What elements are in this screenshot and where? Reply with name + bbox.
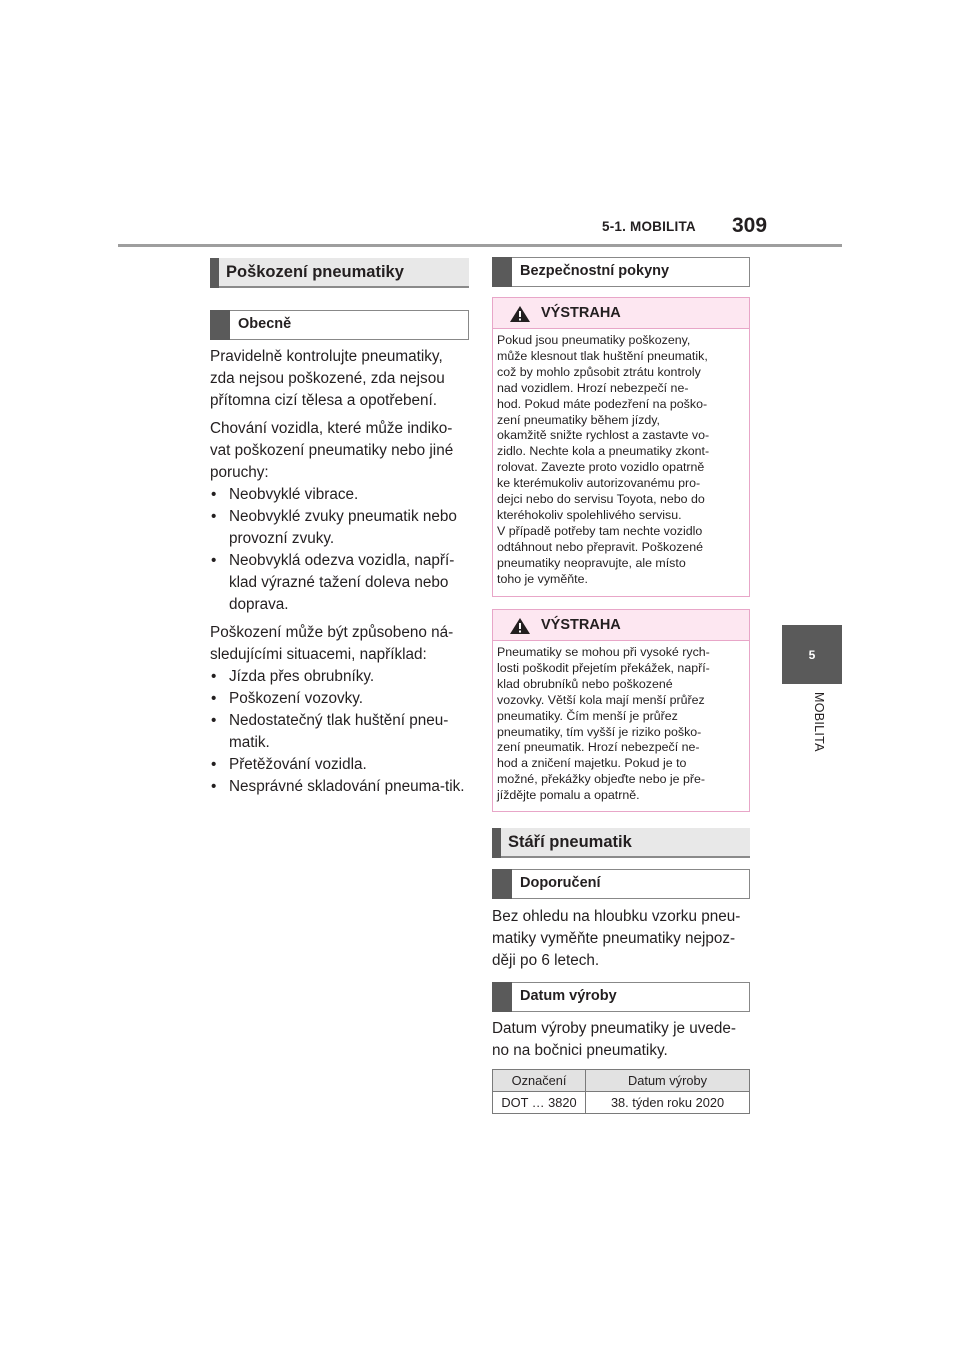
symptom-list xyxy=(210,484,468,616)
list-item: • Neobvyklé zvuky pneumatik nebo provozní zvuky. xyxy=(210,506,468,550)
paragraph: Poškození může být způsobeno ná-sledujícími situacemi, například: xyxy=(210,624,454,663)
subheading-recommendation xyxy=(492,869,750,899)
table-header-cell: Datum výroby xyxy=(586,1070,750,1092)
warning-header xyxy=(493,610,749,641)
list-item: • Neobvyklá odezva vozidla, napří-klad výrazné tažení doleva nebo doprava. xyxy=(210,550,468,616)
chapter-number: 5 xyxy=(808,647,816,662)
warning-text: Pokud jsou pneumatiky poškozeny, může klesnout tlak huštění pneumatik, což by mohlo způsobit ztrátu kontroly nad vozidlem. Hrozí nebezpečí ne- hod. Pokud máte podezření na poško- zení pneumatiky během jízdy, okamžitě snižte rychlost a zastavte vo- zidlo. Nechte kola a pneumatiky zkont- rolovat. Zavezte proto vozidlo opatrně ke kterémukoliv autorizovanému pro- dejci nebo do servisu Toyota, nebo do kteréhokoliv spolehlivého servisu. V případě potřeby tam nechte vozidlo odtáhnout nebo přepravit. Poškozené pneumatiky neopravujte, ale místo toho je vyměňte. xyxy=(497,333,710,586)
left-body xyxy=(210,346,468,804)
heading-bar xyxy=(210,258,219,288)
subheading-text: Datum výroby xyxy=(520,988,617,1004)
paragraph: Chování vozidla, které může indiko-vat poškození pneumatiky nebo jiné poruchy: xyxy=(210,420,454,481)
subheading-text: Obecně xyxy=(238,316,292,332)
subheading-bar xyxy=(492,257,512,287)
subheading-bar xyxy=(492,869,512,899)
subheading-general xyxy=(210,310,469,340)
warning-triangle-icon xyxy=(509,305,531,323)
paragraph: Datum výroby pneumatiky je uvede-no na bočnici pneumatiky. xyxy=(492,1020,737,1059)
warning-box xyxy=(492,609,750,812)
paragraph: Pravidelně kontrolujte pneumatiky, zda nejsou poškozené, zda nejsou přítomna cizí tělesa a opotřebení. xyxy=(210,348,445,409)
list-item: • Neobvyklé vibrace. xyxy=(210,484,468,506)
heading-tire-age xyxy=(492,828,750,858)
warning-title: VÝSTRAHA xyxy=(541,305,621,321)
subheading-text: Bezpečnostní pokyny xyxy=(520,263,670,279)
cause-list xyxy=(210,666,468,798)
header-divider xyxy=(118,244,842,247)
subheading-safety xyxy=(492,257,750,287)
subheading-text: Doporučení xyxy=(520,875,601,891)
heading-text: Stáří pneumatik xyxy=(508,833,632,851)
table-cell: 38. týden roku 2020 xyxy=(586,1092,750,1114)
chapter-tab xyxy=(782,625,842,684)
table-row xyxy=(493,1092,750,1114)
warning-text: Pneumatiky se mohou při vysoké rych- losti poškodit přejetím překážek, napří- klad obrubníků nebo poškozené vozovky. Větší kola mají menší průřez pneumatiky. Čím menší je průřez pneumatiky, tím vyšší je riziko poško- zení pneumatik. Hrozí nebezpečí ne- hod a zničení majetku. Pokud je to možné, překážky objeďte nebo je pře- jíždějte pomalu a opatrně. xyxy=(497,645,710,803)
heading-bar xyxy=(492,828,501,858)
list-item: • Přetěžování vozidla. xyxy=(210,754,468,776)
manufacture-date-text xyxy=(492,1018,750,1068)
subheading-bar xyxy=(492,982,512,1012)
warning-triangle-icon xyxy=(509,617,531,635)
subheading-manufacture-date xyxy=(492,982,750,1012)
page-number: 309 xyxy=(732,214,768,237)
list-item: • Nedostatečný tlak huštění pneu-matik. xyxy=(210,710,468,754)
recommendation-text xyxy=(492,906,750,978)
list-item: • Nesprávné skladování pneuma-tik. xyxy=(210,776,468,798)
warning-title: VÝSTRAHA xyxy=(541,617,621,633)
warning-box xyxy=(492,297,750,597)
table-header-row xyxy=(493,1070,750,1092)
warning-header xyxy=(493,298,749,329)
list-item: • Jízda přes obrubníky. xyxy=(210,666,468,688)
paragraph: Bez ohledu na hloubku vzorku pneu-matiky vyměňte pneumatiky nejpoz-ději po 6 letech. xyxy=(492,908,741,969)
table-cell: DOT … 3820 xyxy=(493,1092,586,1114)
subheading-bar xyxy=(210,310,230,340)
list-item: • Poškození vozovky. xyxy=(210,688,468,710)
chapter-label: MOBILITA xyxy=(812,692,826,752)
heading-text: Poškození pneumatiky xyxy=(226,263,404,281)
dot-code-table xyxy=(492,1069,750,1114)
heading-tire-damage xyxy=(210,258,469,288)
table-header-cell: Označení xyxy=(493,1070,586,1092)
section-title: 5-1. MOBILITA xyxy=(602,219,696,234)
